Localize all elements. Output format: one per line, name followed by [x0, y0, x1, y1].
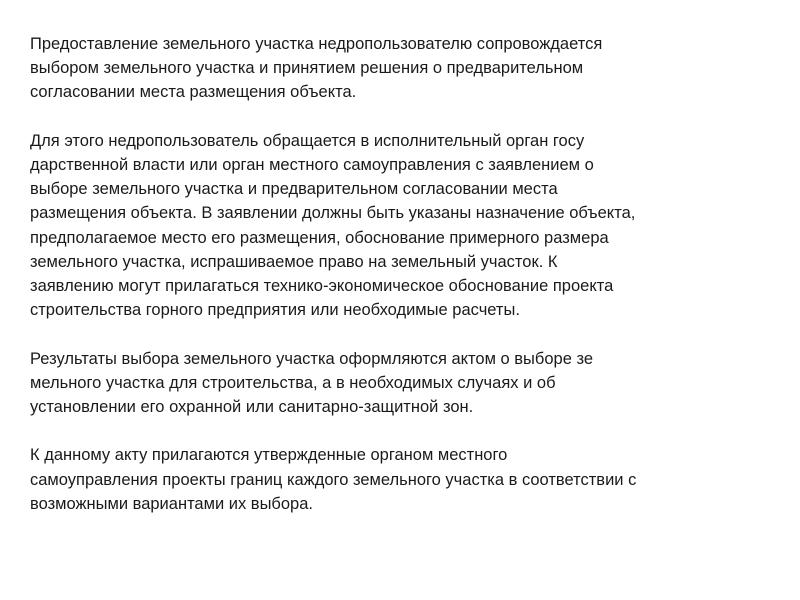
- text-line: выборе земельного участка и предварительном согласовании места: [30, 180, 558, 199]
- text-line: Результаты выбора земельного участка оформляются актом о выборе зе: [30, 349, 594, 368]
- text-line: выбором земельного участка и принятием решения о предварительном: [30, 59, 584, 78]
- text-line: Для этого недропользователь обращается в исполнительный орган госу: [30, 131, 585, 150]
- text-line: согласовании места размещения объекта.: [30, 83, 357, 102]
- text-line: земельного участка, испрашиваемое право на земельный участок. К: [30, 252, 558, 271]
- text-line: строительства горного предприятия или необходимые расчеты.: [30, 301, 520, 320]
- text-line: мельного участка для строительства, а в необходимых случаях и об: [30, 373, 556, 392]
- text-line: предполагаемое место его размещения, обоснование примерного размера: [30, 228, 609, 247]
- text-line: установлении его охранной или санитарно-защитной зон.: [30, 398, 474, 417]
- text-line: дарственной власти или орган местного самоуправления с заявлением о: [30, 156, 594, 174]
- paragraph-act-attachments: [30, 443, 775, 516]
- text-line: К данному акту прилагаются утвержденные органом местного: [30, 446, 508, 465]
- paragraph-application: [30, 129, 775, 323]
- slide-text: [30, 32, 775, 516]
- text-line: возможными вариантами их выбора.: [30, 494, 313, 513]
- text-line: размещения объекта. В заявлении должны быть указаны назначение объекта,: [30, 204, 636, 223]
- text-line: заявлению могут прилагаться технико-экономическое обоснование проекта: [30, 277, 614, 296]
- text-line: самоуправления проекты границ каждого земельного участка в соответствии с: [30, 470, 637, 489]
- paragraph-selection-act: [30, 347, 775, 420]
- paragraph-land-provision: [30, 32, 775, 105]
- text-line: Предоставление земельного участка недропользователю сопровождается: [30, 35, 603, 53]
